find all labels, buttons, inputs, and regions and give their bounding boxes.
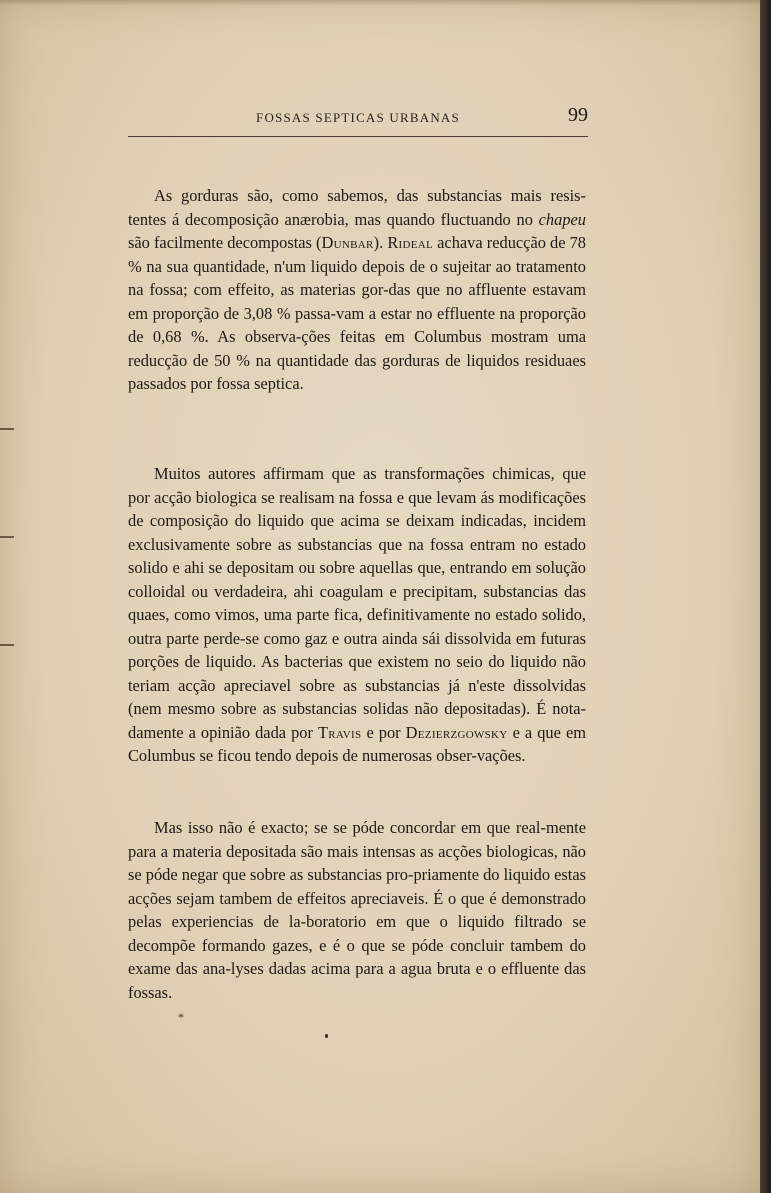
author-name: Travis bbox=[317, 722, 362, 742]
text-run: ). bbox=[373, 233, 388, 252]
paragraph-fats bbox=[128, 184, 586, 396]
text-run: Mas isso não é exacto; se se póde concordar em que real-mente para a materia depositada são mais intensas as acções biologicas, não se póde negar que sobre as substancias pro-priamente do liquido estas acções sejam tambem de effeitos apreciaveis. É o que é demonstrado pelas experiencias de la-boratorio em que o liquido filtrado se decompõe formando gazes, e é o que se póde concluir tambem do exame das ana-lyses dadas acima para a agua bruta e o effluente das fossas. bbox=[128, 818, 586, 1002]
text-run: e a que em Columbus se ficou tendo depois de numerosas obser-vações. bbox=[128, 722, 586, 765]
page-top-shading bbox=[0, 0, 760, 6]
text-run: Muitos autores affirmam que as transformações chimicas, que por acção biologica se realisam na fossa e que levam ás modificações de composição do liquido que acima se deixam indicadas, incidem exclusivamente sobre as substancias que na fossa entram no estado solido e ahi se depositam ou sobre aquellas que, entrando em solução colloidal ou verdadeira, ahi coagulam e precipitam, substancias das quaes, como vimos, uma parte fica, definitivamente no estado solido, outra parte perde-se como gaz e outra ainda sái dissolvida em futuras porções de liquido. As bacterias que existem no seio do liquido não teriam acção apreciavel sobre as substancias já n'este dissolvidas (nem mesmo sobre as substancias solidas não depositadas). É nota-damente a opinião dada por bbox=[128, 464, 586, 742]
text-run: e por bbox=[361, 722, 406, 742]
author-name: Dezierzgowsky bbox=[405, 722, 508, 742]
paragraph-transformations bbox=[128, 462, 586, 768]
running-head bbox=[128, 104, 588, 130]
ink-dot bbox=[325, 1034, 328, 1038]
text-run: achava reducção de 78 % na sua quantidade, n'um liquido depois de o sujeitar ao tratamento na fossa; com effeito, as materias gor-das que no affluente estavam em proporção de 3,08 % passa-vam a estar no effluente na proporção de 0,68 %. As observa-ções feitas em Columbus mostram uma reducção de 50 % na quantidade das gorduras de liquidos residuaes passados por fossa septica. bbox=[128, 233, 586, 393]
margin-tick bbox=[0, 428, 14, 430]
paragraph-text bbox=[128, 184, 586, 396]
author-name: Rideal bbox=[387, 233, 434, 252]
paragraph-text bbox=[128, 816, 586, 1004]
text-run: são facilmente decompostas ( bbox=[128, 233, 322, 252]
text-run: As gorduras são, como sabemos, das substancias mais resis-tentes á decomposição anærobia, mas quando fluctuando no bbox=[128, 186, 586, 229]
paragraph-rebuttal bbox=[128, 816, 586, 1004]
header-rule bbox=[128, 136, 588, 137]
margin-tick bbox=[0, 536, 14, 538]
italic-term: chapeu bbox=[538, 209, 586, 229]
running-title: FOSSAS SEPTICAS URBANAS bbox=[256, 110, 460, 125]
page-edge-shadow bbox=[760, 0, 771, 1193]
page-number: 99 bbox=[568, 104, 588, 126]
author-name: Dunbar bbox=[321, 233, 374, 252]
paragraph-text bbox=[128, 462, 586, 768]
margin-tick bbox=[0, 644, 14, 646]
footer-asterisk: * bbox=[178, 1010, 184, 1024]
